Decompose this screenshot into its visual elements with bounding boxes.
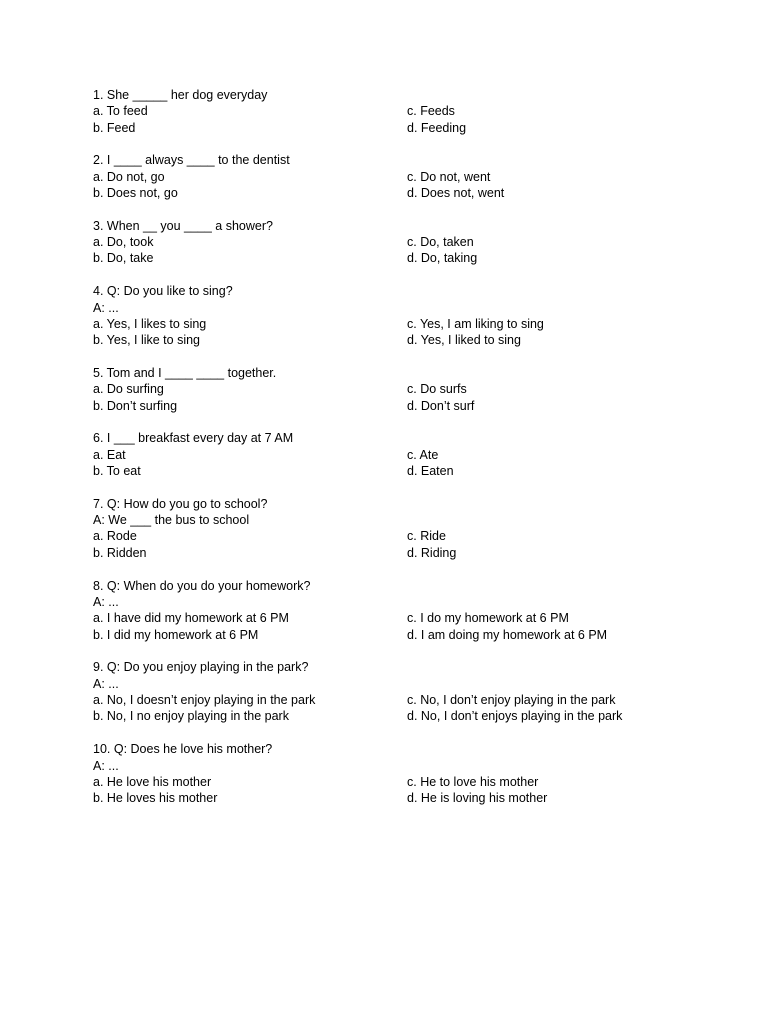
option-d: d. Do, taking [407, 251, 478, 266]
question-3 [93, 218, 713, 267]
option-a: a. Rode [93, 529, 137, 544]
question-9-answer-prompt: A: ... [93, 676, 119, 691]
option-c: c. Ride [407, 529, 446, 544]
question-10-options [93, 774, 713, 807]
option-a: a. To feed [93, 104, 148, 119]
option-b: b. To eat [93, 464, 141, 479]
question-9-stem: 9. Q: Do you enjoy playing in the park? [93, 660, 309, 675]
option-a: a. Yes, I likes to sing [93, 316, 207, 331]
question-6-stem: 6. I ___ breakfast every day at 7 AM [93, 431, 294, 446]
option-d: d. Feeding [407, 120, 467, 135]
option-a: a. Do not, go [93, 169, 165, 184]
option-c: c. I do my homework at 6 PM [407, 611, 569, 626]
question-5-options [93, 381, 713, 414]
option-c: c. Do surfs [407, 382, 467, 397]
question-2-options [93, 169, 713, 202]
option-d: d. Does not, went [407, 186, 505, 201]
question-8-options [93, 610, 713, 643]
option-b: b. Don’t surfing [93, 398, 178, 413]
question-1-options [93, 103, 713, 136]
question-4-stem: 4. Q: Do you like to sing? [93, 284, 233, 299]
question-5-stem: 5. Tom and I ____ ____ together. [93, 366, 277, 380]
option-a: a. He love his mother [93, 774, 212, 789]
option-b: b. Do, take [93, 251, 154, 266]
question-8-answer-prompt: A: ... [93, 594, 119, 609]
question-4-options [93, 316, 713, 349]
option-c: c. Yes, I am liking to sing [407, 316, 544, 331]
option-d: d. Don’t surf [407, 398, 475, 413]
question-7-stem: 7. Q: How do you go to school? [93, 496, 268, 511]
option-c: c. Feeds [407, 104, 455, 119]
question-2 [93, 152, 713, 201]
option-c: c. Ate [407, 447, 439, 462]
option-d: d. He is loving his mother [407, 791, 548, 806]
option-b: b. I did my homework at 6 PM [93, 627, 259, 642]
question-3-stem: 3. When __ you ____ a shower? [93, 218, 273, 233]
question-7-options [93, 528, 713, 561]
option-d: d. Riding [407, 545, 457, 560]
question-8 [93, 578, 713, 643]
option-c: c. No, I don’t enjoy playing in the park [407, 693, 616, 708]
option-a: a. Eat [93, 447, 126, 462]
option-b: b. Ridden [93, 545, 147, 560]
question-10-stem: 10. Q: Does he love his mother? [93, 742, 273, 757]
option-d: d. I am doing my homework at 6 PM [407, 627, 608, 642]
option-a: a. I have did my homework at 6 PM [93, 611, 289, 626]
option-c: c. Do not, went [407, 169, 491, 184]
question-7-answer-prompt: A: We ___ the bus to school [93, 513, 250, 528]
option-c: c. He to love his mother [407, 774, 539, 789]
option-d: d. No, I don’t enjoys playing in the park [407, 709, 623, 724]
question-9 [93, 659, 713, 724]
question-5 [93, 365, 713, 414]
question-1 [93, 87, 713, 136]
option-b: b. Yes, I like to sing [93, 333, 201, 348]
option-c: c. Do, taken [407, 235, 474, 250]
option-d: d. Yes, I liked to sing [407, 333, 521, 348]
question-7 [93, 496, 713, 561]
question-8-stem: 8. Q: When do you do your homework? [93, 578, 311, 593]
option-a: a. Do, took [93, 235, 154, 250]
question-1-stem: 1. She _____ her dog everyday [93, 88, 268, 102]
question-10 [93, 741, 713, 806]
question-4 [93, 283, 713, 348]
option-b: b. Feed [93, 120, 136, 135]
option-b: b. He loves his mother [93, 791, 218, 806]
option-b: b. No, I no enjoy playing in the park [93, 709, 289, 724]
question-9-options [93, 692, 713, 725]
question-3-options [93, 234, 713, 267]
question-2-stem: 2. I ____ always ____ to the dentist [93, 153, 290, 168]
option-a: a. Do surfing [93, 382, 164, 397]
option-a: a. No, I doesn’t enjoy playing in the park [93, 693, 316, 708]
question-10-answer-prompt: A: ... [93, 758, 119, 773]
option-d: d. Eaten [407, 464, 454, 479]
question-4-answer-prompt: A: ... [93, 300, 119, 315]
option-b: b. Does not, go [93, 186, 178, 201]
question-6-options [93, 447, 713, 480]
question-6 [93, 430, 713, 479]
